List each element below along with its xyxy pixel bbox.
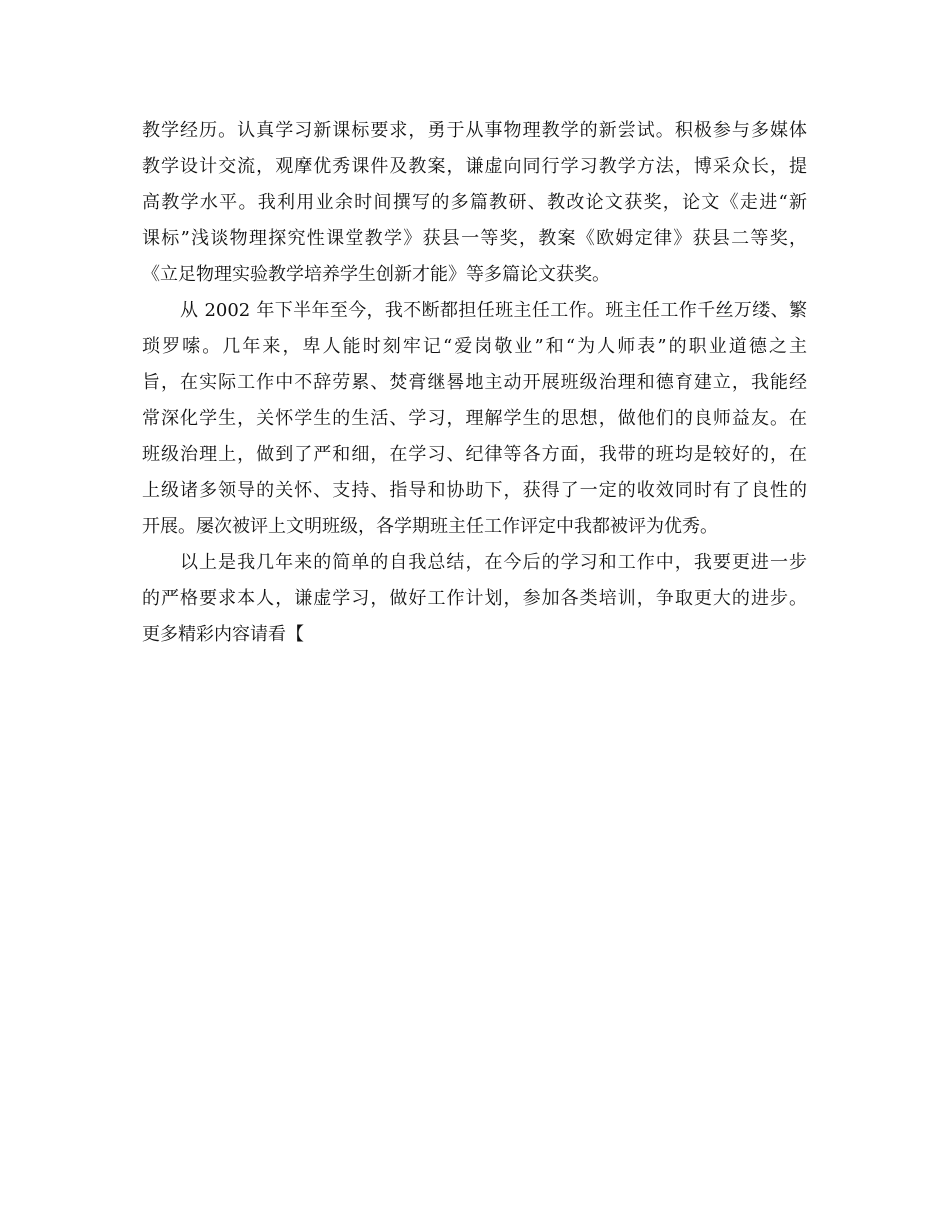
text-line: 班级治理上，做到了严和细，在学习、纪律等各方面，我带的班均是较好的，在 — [142, 444, 807, 465]
document-body — [142, 113, 807, 653]
text-line: 旨，在实际工作中不辞劳累、焚膏继晷地主动开展班级治理和德育建立，我能经 — [142, 372, 807, 393]
text-line: 课标”浅谈物理探究性课堂教学》获县一等奖，教案《欧姆定律》获县二等奖， — [142, 228, 807, 249]
paragraph-teaching-experience — [142, 113, 807, 293]
text-line: 琐罗嗦。几年来，卑人能时刻牢记“爱岗敬业”和“为人师表”的职业道德之主 — [142, 336, 807, 357]
paragraph-class-teacher-work — [142, 293, 807, 545]
text-line: 教学经历。认真学习新课标要求，勇于从事物理教学的新尝试。积极参与多媒体 — [142, 120, 807, 141]
paragraph-summary — [142, 545, 807, 653]
text-line: 以上是我几年来的简单的自我总结，在今后的学习和工作中，我要更进一步 — [180, 552, 807, 573]
text-line: 常深化学生，关怀学生的生活、学习，理解学生的思想，做他们的良师益友。在 — [142, 408, 807, 429]
more-content-link-text: 更多精彩内容请看【 — [142, 624, 304, 645]
text-line: 从 2002 年下半年至今，我不断都担任班主任工作。班主任工作千丝万缕、繁 — [180, 300, 807, 321]
text-line: 《立足物理实验教学培养学生创新才能》等多篇论文获奖。 — [142, 264, 610, 285]
text-line: 开展。屡次被评上文明班级，各学期班主任工作评定中我都被评为优秀。 — [142, 516, 718, 537]
text-line: 高教学水平。我利用业余时间撰写的多篇教研、教改论文获奖，论文《走进“新 — [142, 192, 807, 213]
text-line: 的严格要求本人，谦虚学习，做好工作计划，参加各类培训，争取更大的进步。 — [142, 588, 807, 609]
text-line: 上级诸多领导的关怀、支持、指导和协助下，获得了一定的收效同时有了良性的 — [142, 480, 807, 501]
text-line: 教学设计交流，观摩优秀课件及教案，谦虚向同行学习教学方法，博采众长，提 — [142, 156, 807, 177]
